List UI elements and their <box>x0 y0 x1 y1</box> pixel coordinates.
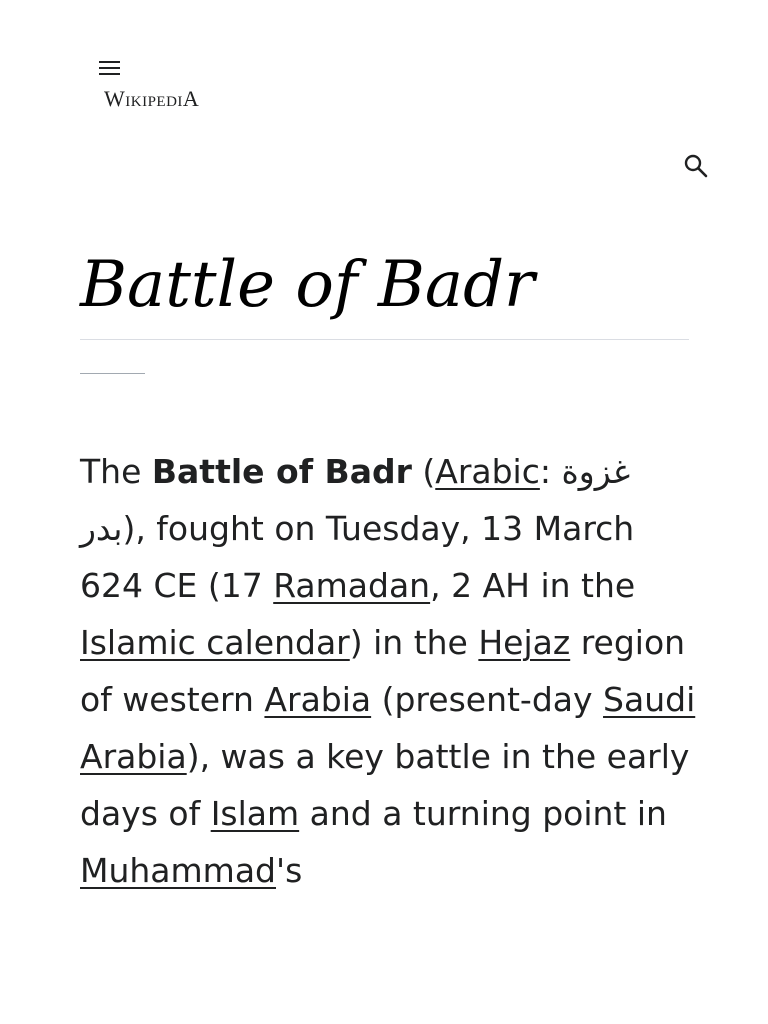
lead-text: region of western <box>80 623 686 719</box>
page-title: Battle of Badr <box>80 248 535 322</box>
lead-text: The <box>80 452 152 491</box>
search-icon <box>683 153 709 179</box>
lead-text: (present-day <box>371 680 604 719</box>
link-ramadan[interactable]: Ramadan <box>273 566 431 605</box>
search-button[interactable] <box>680 150 712 182</box>
hamburger-menu-icon <box>98 58 122 78</box>
arabic-name: غزوة بدر <box>80 452 631 548</box>
lead-text: ), fought on Tuesday, 13 March 624 CE (17 <box>80 509 635 605</box>
lead-text: 's <box>276 851 303 890</box>
link-muhammad[interactable]: Muhammad <box>80 851 276 890</box>
wordmark-middle: ikipedi <box>125 86 183 111</box>
link-arabia[interactable]: Arabia <box>264 680 372 719</box>
lead-text: , 2 AH in the <box>430 566 636 605</box>
wordmark-last-letter: A <box>182 86 200 111</box>
lead-text: ) in the <box>349 623 479 662</box>
lead-text: : <box>539 452 562 491</box>
section-collapse-rule <box>80 373 145 374</box>
link-islam[interactable]: Islam <box>210 794 300 833</box>
link-saudi-arabia[interactable]: Saudi Arabia <box>80 680 696 776</box>
title-divider <box>80 339 689 340</box>
link-islamic-calendar[interactable]: Islamic calendar <box>80 623 350 662</box>
wordmark-first-letter: W <box>104 86 126 111</box>
lead-text: ( <box>411 452 436 491</box>
lead-bold-title: Battle of Badr <box>151 452 412 491</box>
link-hejaz[interactable]: Hejaz <box>478 623 571 662</box>
lead-paragraph <box>80 443 700 899</box>
main-menu-button[interactable] <box>96 56 124 80</box>
lead-text: and a turning point in <box>299 794 667 833</box>
link-arabic[interactable]: Arabic <box>435 452 540 491</box>
lead-text: ), was a key battle in the early days of <box>80 737 690 833</box>
wikipedia-wordmark[interactable] <box>104 86 199 112</box>
